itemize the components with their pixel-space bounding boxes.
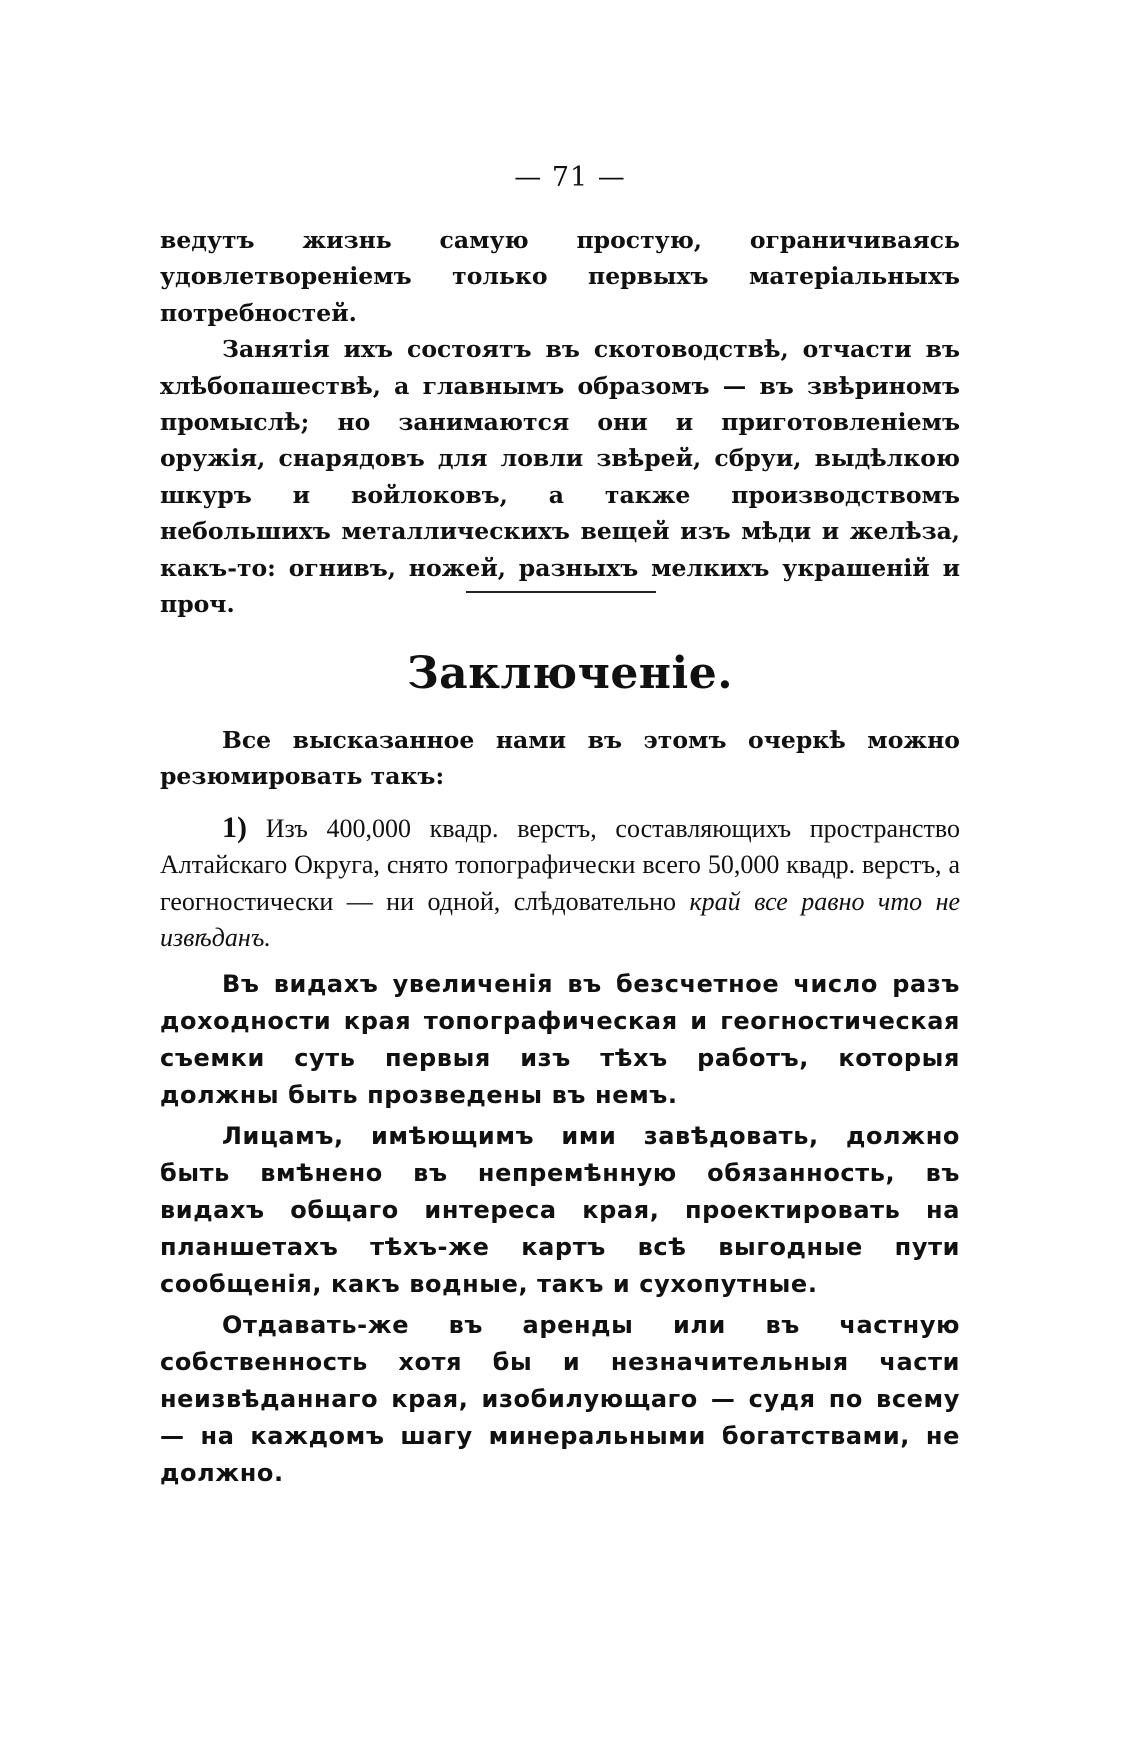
conclusion-intro-block: [160, 722, 960, 795]
paragraph-point-one: [160, 810, 960, 957]
point-one-text: Изъ 400,000 квадр. верстъ, составляющихъ пространство Алтайскаго Округа, снято топографически всего 50,000 квадр. верстъ, а геогностически — ни одной, слѣдовательно: [160, 814, 961, 916]
paragraph-occupations: Занятія ихъ состоятъ въ скотоводствѣ, отчасти въ хлѣбопашествѣ, а главнымъ образомъ — въ звѣриномъ промыслѣ; но занимаются они и приготовленіемъ оружія, снарядовъ для ловли звѣрей, сбруи, выдѣлкою шкуръ и войлоковъ, а также производствомъ небольшихъ металлическихъ вещей изъ мѣди и желѣза, какъ-то: огнивъ, ножей, разныхъ мелкихъ украшеній и проч.: [160, 335, 960, 619]
point-one-italic: край все равно что не извѣданъ.: [160, 886, 961, 953]
paragraph-duties: Лицамъ, имѣющимъ ими завѣдовать, должно быть вмѣнено въ непремѣнную обязанность, въ видахъ общаго интереса края, проектировать на планшетахъ тѣхъ-же картъ всѣ выгодные пути сообщенія, какъ водные, такъ и сухопутные.: [160, 1122, 960, 1298]
point-number: 1): [222, 811, 247, 844]
recommendations-block: [160, 966, 960, 1492]
paragraph-intro: Все высказанное нами въ этомъ очеркѣ можно резюмировать такъ:: [160, 726, 960, 791]
point-one-block: [160, 810, 960, 957]
paragraph-leasing: Отдавать-же въ аренды или въ частную собственность хотя бы и незначительныя части неизвѣданнаго края, изобилующаго — судя по всему — на каждомъ шагу минеральными богатствами, не должно.: [160, 1311, 960, 1487]
section-heading: Заключеніе.: [406, 648, 734, 699]
section-divider: [466, 591, 656, 593]
page-number: — 71 —: [514, 162, 626, 193]
paragraph-continuation: ведутъ жизнь самую простую, ограничиваясь удовлетвореніемъ только первыхъ матеріальныхъ потребностей.: [160, 226, 960, 327]
paragraph-surveys: Въ видахъ увеличенія въ безсчетное число разъ доходности края топографическая и геогностическая съемки суть первыя изъ тѣхъ работъ, которыя должны быть прозведены въ немъ.: [160, 970, 960, 1109]
opening-text: [160, 222, 960, 622]
